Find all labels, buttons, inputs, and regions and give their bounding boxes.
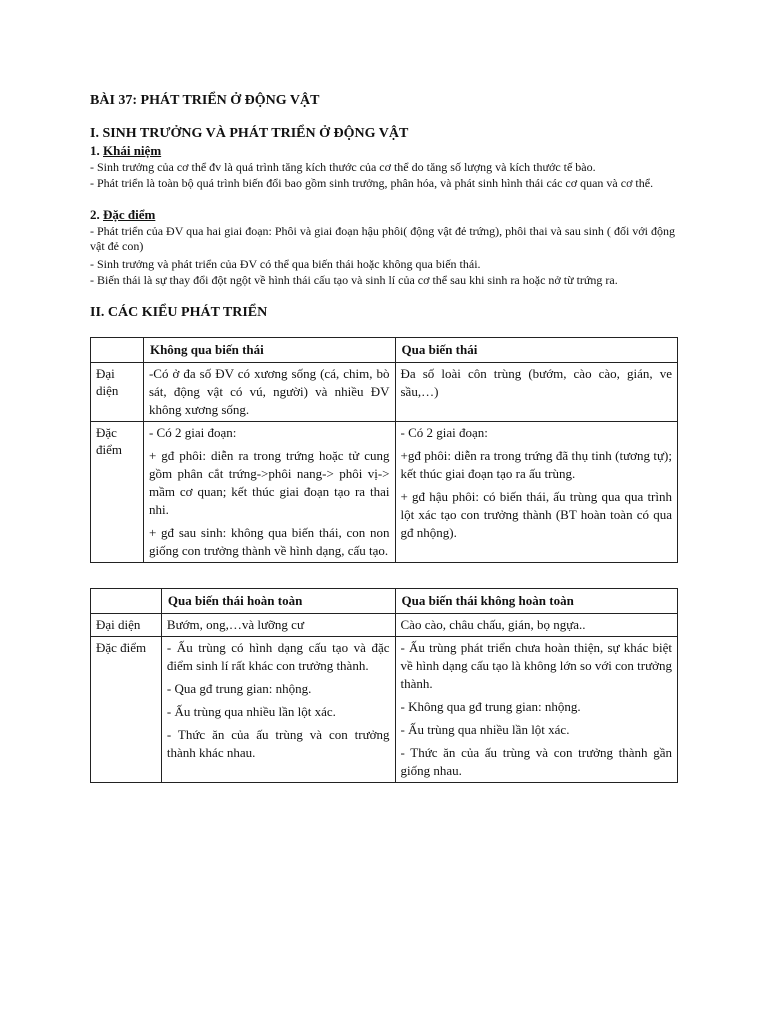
cell-line: + gđ hậu phôi: có biến thái, ấu trùng qua qua trình lột xác tạo con trưởng thành (BT hoàn toàn có qua gđ nhộng). <box>400 489 672 540</box>
table-header-blank <box>91 589 162 614</box>
cell-line: - Không qua gđ trung gian: nhộng. <box>400 699 581 714</box>
table-cell: Bướm, ong,…và lưỡng cư <box>161 614 395 637</box>
table-cell: Đa số loài côn trùng (bướm, cào cào, gián, ve sầu,…) <box>395 363 678 422</box>
table-row <box>91 637 678 783</box>
paragraph-sinh-truong: - Sinh trưởng của cơ thể đv là quá trình tăng kích thước của cơ thể do tăng số lượng và kích thước tế bào. <box>90 160 596 174</box>
cell-line: - Qua gđ trung gian: nhộng. <box>166 681 312 696</box>
cell-line: + gđ sau sinh: không qua biến thái, con non giống con trưởng thành về hình dạng, cấu tạo. <box>148 525 390 558</box>
table-cell <box>143 422 395 563</box>
subheading-number: 1. <box>90 143 100 158</box>
subheading-label: Khái niệm <box>103 143 162 158</box>
cell-line: - Thức ăn của ấu trùng và con trưởng thành gần giống nhau. <box>400 745 672 778</box>
table-cell <box>395 422 678 563</box>
cell-line: - Ấu trùng có hình dạng cấu tạo và đặc điểm sinh lí rất khác con trưởng thành. <box>166 640 390 673</box>
table-row <box>91 614 678 637</box>
cell-line: - Thức ăn của ấu trùng và con trưởng thành khác nhau. <box>166 727 390 760</box>
subheading-number: 2. <box>90 207 100 222</box>
cell-line: + gđ phôi: diễn ra trong trứng hoặc tử cung gồm phân cắt trứng->phôi nang-> phôi vị-> mầm cơ quan; kết thúc giai đoạn tạo ra thai nhi. <box>148 448 390 517</box>
cell-line: +gđ phôi: diễn ra trong trứng đã thụ tinh (tương tự); kết thúc giai đoạn tạo ra ấu trùng. <box>400 448 672 481</box>
row-label-dai-dien: Đại diện <box>91 614 162 637</box>
section-heading-1: I. SINH TRƯỞNG VÀ PHÁT TRIỂN Ở ĐỘNG VẬT <box>90 126 409 141</box>
table-bien-thai <box>90 337 678 563</box>
subheading-label: Đặc điểm <box>103 207 156 222</box>
table-cell: -Có ở đa số ĐV có xương sống (cá, chim, bò sát, động vật có vú, người) và nhiều ĐV không xương sống. <box>143 363 395 422</box>
paragraph-bien-thai-1: - Sinh trưởng và phát triển của ĐV có thể qua biến thái hoặc không qua biến thái. <box>90 257 481 271</box>
table-header-qua-bien-thai: Qua biến thái <box>395 338 678 363</box>
table-header-khong-hoan-toan: Qua biến thái không hoàn toàn <box>395 589 678 614</box>
paragraph-hai-giai-doan: - Phát triển của ĐV qua hai giai đoạn: Phôi và giai đoạn hậu phôi( động vật đẻ trứng), phôi thai và sau sinh ( đối với động vật đẻ con) <box>90 224 675 253</box>
table-cell: Cào cào, châu chấu, gián, bọ ngựa.. <box>395 614 678 637</box>
table-header-blank <box>91 338 144 363</box>
table-header-khong-qua-bien-thai: Không qua biến thái <box>143 338 395 363</box>
cell-line: - Có 2 giai đoạn: <box>148 425 237 440</box>
table-header-row <box>91 338 678 363</box>
table-header-row <box>91 589 678 614</box>
paragraph-bien-thai-2: - Biến thái là sự thay đổi đột ngột về hình thái cấu tạo và sinh lí của cơ thể sau khi sinh ra hoặc nở từ trứng ra. <box>90 273 618 287</box>
cell-line: - Ấu trùng phát triển chưa hoàn thiện, sự khác biệt về hình dạng cấu tạo là không lớn so với con trưởng thành. <box>400 640 672 691</box>
row-label-dac-diem: Đặc điểm <box>91 422 144 563</box>
cell-line: - Có 2 giai đoạn: <box>400 425 488 440</box>
subheading-khai-niem <box>90 143 161 159</box>
paragraph-phat-trien: - Phát triển là toàn bộ quá trình biến đổi bao gồm sinh trưởng, phân hóa, và phát sinh hình thái các cơ quan và cơ thể. <box>90 176 654 190</box>
table-bien-thai-hoan-toan <box>90 588 678 783</box>
row-label-dac-diem: Đặc điểm <box>91 637 162 783</box>
table-cell <box>161 637 395 783</box>
row-label-dai-dien: Đại diện <box>91 363 144 422</box>
page-title: BÀI 37: PHÁT TRIỂN Ở ĐỘNG VẬT <box>90 93 320 108</box>
cell-line: - Ấu trùng qua nhiều lần lột xác. <box>166 704 336 719</box>
cell-line: - Ấu trùng qua nhiều lần lột xác. <box>400 722 570 737</box>
subheading-dac-diem <box>90 207 155 223</box>
table-cell <box>395 637 678 783</box>
table-header-hoan-toan: Qua biến thái hoàn toàn <box>161 589 395 614</box>
table-row <box>91 363 678 422</box>
table-row <box>91 422 678 563</box>
section-heading-2: II. CÁC KIỂU PHÁT TRIỂN <box>90 305 268 320</box>
